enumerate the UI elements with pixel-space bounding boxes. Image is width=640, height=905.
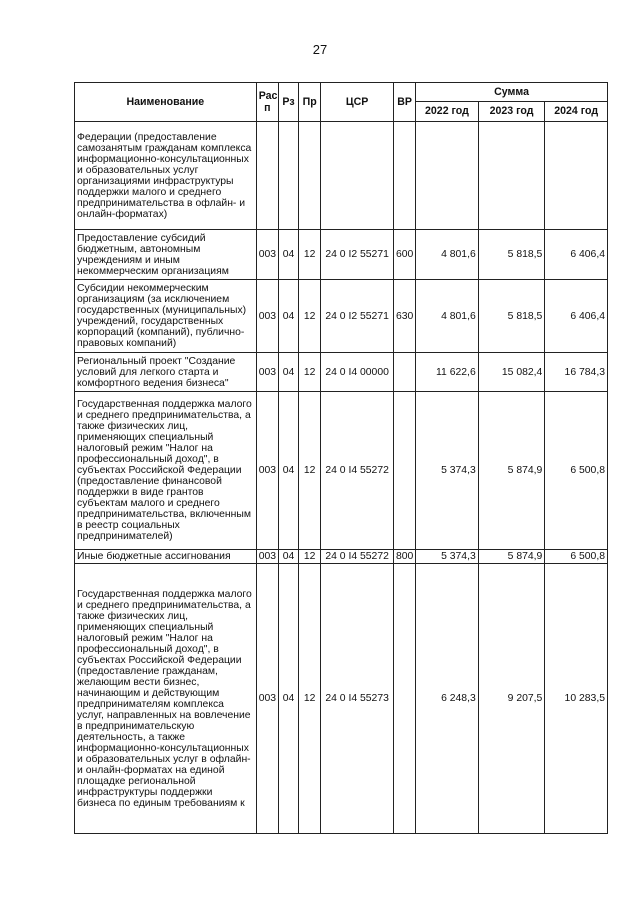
- row-sum-2024: 16 784,3: [545, 353, 608, 392]
- table-row: [75, 122, 608, 230]
- row-sum-2023: 5 818,5: [478, 230, 545, 280]
- header-pr: Пр: [299, 83, 321, 122]
- table-row: [75, 280, 608, 353]
- header-year-2024: 2024 год: [545, 101, 608, 121]
- row-sum-2024: 6 406,4: [545, 280, 608, 353]
- row-name: Государственная поддержка малого и среднего предпринимательства, а также физических лиц, применяющих специальный налоговый режим "Налог на профессиональный доход", в субъектах Российской Федерации (предоставление финансовой поддержки в виде грантов субъектам малого и среднего предпринимательства, включенным в реестр социальных предпринимателей): [75, 392, 257, 550]
- row-rasp: 003: [256, 564, 278, 834]
- row-csr: 24 0 I2 55271: [321, 230, 394, 280]
- row-csr: [321, 122, 394, 230]
- row-sum-2023: 15 082,4: [478, 353, 545, 392]
- row-csr: 24 0 I4 00000: [321, 353, 394, 392]
- table-body: [75, 122, 608, 834]
- header-rasp: Рас п: [256, 83, 278, 122]
- header-csr: ЦСР: [321, 83, 394, 122]
- header-year-2022: 2022 год: [416, 101, 479, 121]
- row-name: Региональный проект "Создание условий для легкого старта и комфортного ведения бизнеса": [75, 353, 257, 392]
- row-name: Федерации (предоставление самозанятым гражданам комплекса информационно-консультационных и образовательных услуг организациями инфраструктуры поддержки малого и среднего предпринимательства в офлайн- и онлайн-форматах): [75, 122, 257, 230]
- row-sum-2022: 4 801,6: [416, 230, 479, 280]
- row-pr: 12: [299, 550, 321, 564]
- header-rz: Рз: [278, 83, 298, 122]
- table-row: [75, 564, 608, 834]
- row-vr: 600: [393, 230, 415, 280]
- header-name: Наименование: [75, 83, 257, 122]
- row-vr: 800: [393, 550, 415, 564]
- row-pr: 12: [299, 564, 321, 834]
- row-pr: 12: [299, 353, 321, 392]
- row-pr: 12: [299, 230, 321, 280]
- row-sum-2022: 11 622,6: [416, 353, 479, 392]
- row-name: Субсидии некоммерческим организациям (за исключением государственных (муниципальных) учреждений, государственных корпораций (компаний), публично-правовых компаний): [75, 280, 257, 353]
- row-sum-2023: [478, 122, 545, 230]
- row-sum-2022: 5 374,3: [416, 550, 479, 564]
- row-rz: [278, 122, 298, 230]
- table-header: [75, 83, 608, 122]
- page-number: 27: [312, 42, 328, 57]
- table-row: [75, 353, 608, 392]
- row-pr: 12: [299, 392, 321, 550]
- row-csr: 24 0 I4 55273: [321, 564, 394, 834]
- row-rasp: 003: [256, 280, 278, 353]
- row-vr: 630: [393, 280, 415, 353]
- row-sum-2023: 5 874,9: [478, 550, 545, 564]
- row-rasp: 003: [256, 550, 278, 564]
- row-vr: [393, 122, 415, 230]
- row-rz: 04: [278, 280, 298, 353]
- row-rasp: [256, 122, 278, 230]
- row-sum-2024: 6 500,8: [545, 392, 608, 550]
- row-sum-2024: 10 283,5: [545, 564, 608, 834]
- row-csr: 24 0 I4 55272: [321, 392, 394, 550]
- row-rasp: 003: [256, 230, 278, 280]
- row-sum-2024: 6 406,4: [545, 230, 608, 280]
- row-vr: [393, 392, 415, 550]
- row-rz: 04: [278, 230, 298, 280]
- row-rz: 04: [278, 564, 298, 834]
- row-rz: 04: [278, 353, 298, 392]
- budget-table: [74, 82, 608, 834]
- header-vr: ВР: [393, 83, 415, 122]
- row-name: Иные бюджетные ассигнования: [75, 550, 257, 564]
- row-name: Государственная поддержка малого и среднего предпринимательства, а также физических лиц, применяющих специальный налоговый режим "Налог на профессиональный доход", в субъектах Российской Федерации (предоставление гражданам, желающим вести бизнес, начинающим и действующим предпринимателям комплекса услуг, направленных на вовлечение в предпринимательскую деятельность, а также информационно-консультационных и образовательных услуг в офлайн- и онлайн-форматах на единой площадке региональной инфраструктуры поддержки бизнеса по единым требованиям к: [75, 564, 257, 834]
- row-sum-2024: 6 500,8: [545, 550, 608, 564]
- row-sum-2023: 5 874,9: [478, 392, 545, 550]
- row-csr: 24 0 I2 55271: [321, 280, 394, 353]
- row-vr: [393, 353, 415, 392]
- row-csr: 24 0 I4 55272: [321, 550, 394, 564]
- header-sum: Сумма: [416, 83, 608, 102]
- table-row: [75, 230, 608, 280]
- row-sum-2022: 6 248,3: [416, 564, 479, 834]
- row-sum-2022: [416, 122, 479, 230]
- row-rasp: 003: [256, 353, 278, 392]
- table-row: [75, 392, 608, 550]
- row-vr: [393, 564, 415, 834]
- row-sum-2024: [545, 122, 608, 230]
- row-sum-2023: 9 207,5: [478, 564, 545, 834]
- table-row: [75, 550, 608, 564]
- row-sum-2022: 5 374,3: [416, 392, 479, 550]
- header-year-2023: 2023 год: [478, 101, 545, 121]
- row-rasp: 003: [256, 392, 278, 550]
- row-name: Предоставление субсидий бюджетным, автономным учреждениям и иным некоммерческим организациям: [75, 230, 257, 280]
- row-sum-2022: 4 801,6: [416, 280, 479, 353]
- row-rz: 04: [278, 392, 298, 550]
- row-sum-2023: 5 818,5: [478, 280, 545, 353]
- row-pr: [299, 122, 321, 230]
- row-rz: 04: [278, 550, 298, 564]
- row-pr: 12: [299, 280, 321, 353]
